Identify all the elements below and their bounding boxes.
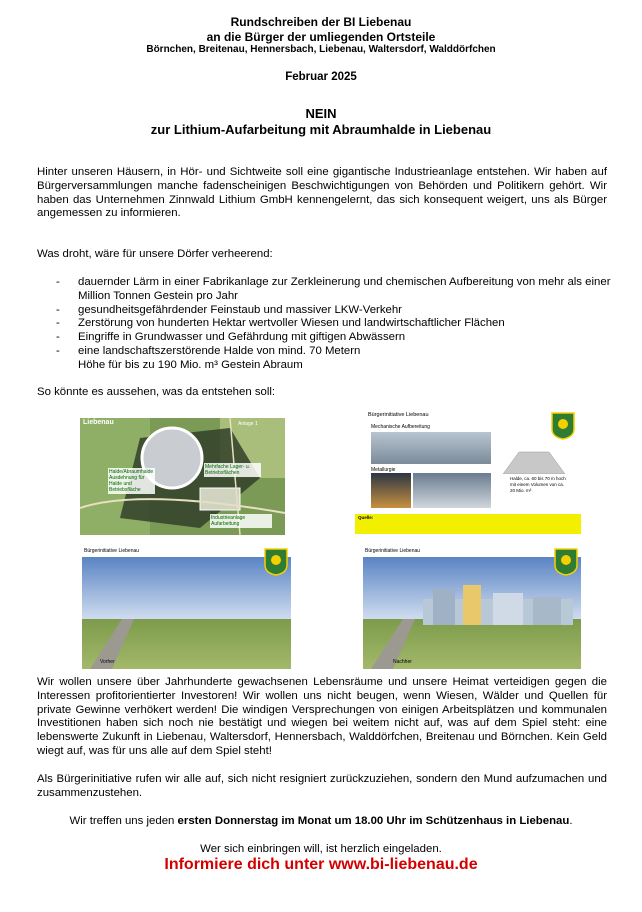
source-label: Quelle:: [358, 515, 374, 520]
threat-lead: Was droht, wäre für unsere Dörfer verheerend:: [37, 248, 273, 260]
source-box: [355, 514, 581, 534]
photo-after-label: Nachher: [393, 659, 412, 665]
list-item: - gesundheitsgefährdender Feinstaub und massiver LKW-Verkehr: [56, 303, 402, 316]
landscape-photo-after: [363, 547, 581, 669]
photo-after-title: Bürgerinitiative Liebenau: [365, 548, 421, 554]
metallurgy-photo-1: [371, 473, 411, 508]
headline-nein: NEIN: [305, 106, 337, 121]
processing-plant-photo: [371, 432, 491, 464]
bi-logo-icon: [554, 548, 578, 576]
website-link[interactable]: Informiere dich unter www.bi-liebenau.de: [164, 856, 478, 873]
header-villages: Börnchen, Breitenau, Hennersbach, Liebenau, Waltersdorf, Walddörfchen: [146, 44, 496, 55]
photo-before-label: Vorher: [100, 659, 115, 665]
infographic-title: Bürgerinitiative Liebenau: [368, 412, 429, 418]
list-item: - eine landschaftszerstörende Halde von mind. 70 Metern Höhe für bis zu 190 Mio. m³ Gestein Abraum: [56, 344, 361, 371]
sky-area: [82, 557, 291, 619]
header-title: Rundschreiben der BI Liebenau: [230, 15, 412, 29]
infographic-met-label: Metallurgie: [371, 467, 396, 473]
list-item: - dauernder Lärm in einer Fabrikanlage zur Zerkleinerung und chemischen Aufbereitung von mehr als einer Million Tonnen Gestein pro Jahr: [56, 276, 611, 302]
map-note-halde: Halde/Abraumhalde Ausdehnung für Halde und Betriebsfläche: [109, 469, 154, 493]
header-subtitle: an die Bürger der umliegenden Ortsteile: [206, 30, 436, 44]
photo-before-title: Bürgerinitiative Liebenau: [84, 548, 140, 554]
infographic-mech-label: Mechanische Aufbereitung: [371, 424, 430, 430]
map-note-anlage: Industrieanlage Aufarbeitung: [210, 514, 272, 528]
issue-date: Februar 2025: [285, 71, 357, 83]
halde-caption: Halde, ca. 60 bis 70 m hoch mit einem Volumen von ca. 20 Mio. m³: [510, 476, 566, 493]
halde-shape-graphic: [503, 450, 565, 474]
headline-subtitle: zur Lithium-Aufarbeitung mit Abraumhalde in Liebenau: [150, 122, 492, 137]
meeting-info: Wir treffen uns jeden ersten Donnerstag im Monat um 18.00 Uhr im Schützenhaus in Liebenau.: [69, 815, 573, 827]
closing-paragraph: Wir wollen unsere über Jahrhunderte gewachsenen Lebensräume und unsere Heimat verteidigen gegen die Interessen profitorientierter Investoren! Wir wollen uns nicht beugen, wenn Wiesen, Wälder und Quellen für private Gewinne verhökert werden! Die windigen Versprechungen von einigen Arbeitsplätzen und kommunalen Investitionen haben sich noch nie bestätigt und wiegen bei weitem nicht auf, was auf dem Spiel steht: eine lebenswerte Zukunft in Liebenau, Waltersdorf, Hennersbach, Walddörfchen, Breitenau und Börnchen. Kein Geld wiegt auf, was für uns alle auf dem Spiel steht!: [37, 676, 607, 757]
bi-logo-icon: [264, 548, 288, 576]
site-map-image: [80, 418, 285, 535]
meeting-time-place: ersten Donnerstag im Monat um 18.00 Uhr im Schützenhaus in Liebenau: [177, 815, 570, 827]
figures-lead: So könnte es aussehen, was da entstehen soll:: [37, 386, 276, 398]
metallurgy-photo-2: [413, 473, 491, 508]
bi-logo-icon: [551, 412, 575, 440]
map-note-lager: Mehrfache Lager- u. Betriebsflächen: [204, 463, 261, 477]
landscape-photo-before: [82, 547, 291, 669]
list-item: - Eingriffe in Grundwasser und Gefährdung mit giftigen Abwässern: [56, 331, 406, 344]
list-item: - Zerstörung von hunderten Hektar wertvoller Wiesen und landwirtschaftlicher Flächen: [56, 317, 505, 330]
invitation-text: Wer sich einbringen will, ist herzlich eingeladen.: [200, 843, 442, 855]
map-label: Liebenau: [83, 419, 114, 426]
map-anlage-label: Anlage 1: [238, 421, 258, 427]
call-to-action-paragraph: Als Bürgerinitiative rufen wir alle auf, sich nicht resigniert zurückzuziehen, sondern den Mund aufzumachen und zusammenzustehen.: [37, 773, 607, 799]
plant-infographic: [355, 410, 581, 538]
threat-list: [56, 276, 612, 373]
intro-paragraph: Hinter unseren Häusern, in Hör- und Sichtweite soll eine gigantische Industrieanlage entstehen. Wir haben auf Bürgerversammlungen manche fadenscheinigen Beschwichtigungen von Behörden und Politikern gehört. Wir haben das Unternehmen Zinnwald Lithium GmbH kennengelernt, das sich konsequent weigert, uns als Bürger angemessen zu informieren.: [37, 166, 607, 220]
